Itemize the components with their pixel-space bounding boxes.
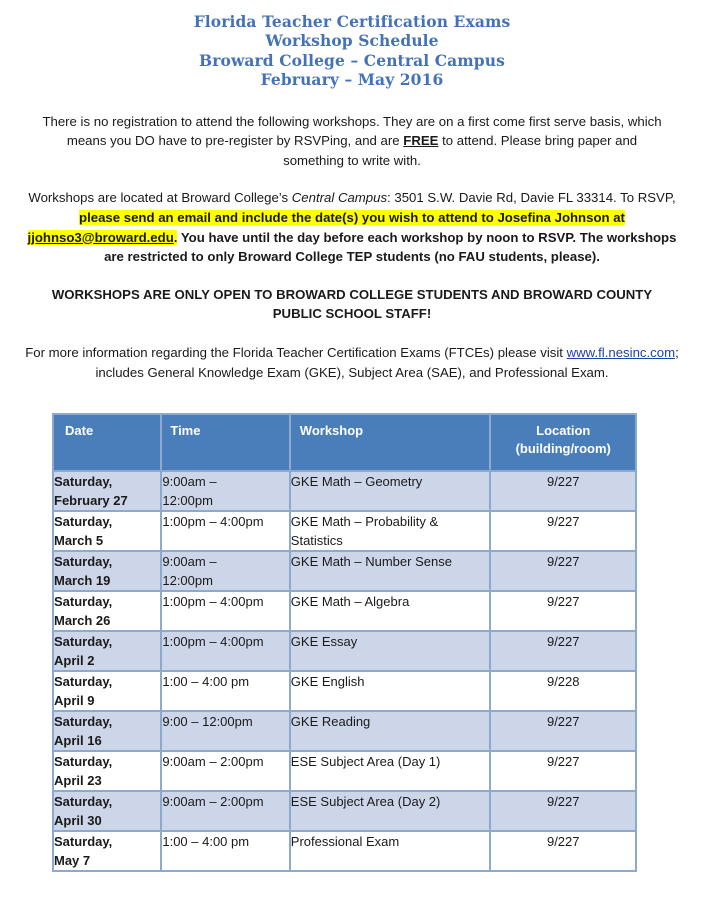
time-line-1: 1:00 – 4:00 pm (162, 674, 250, 690)
column-header-location-line2: (building/room) (515, 441, 611, 457)
date-line-2: April 2 (54, 653, 95, 669)
date-line-1: Saturday, (54, 674, 113, 690)
time-line-1: 1:00pm – 4:00pm (162, 594, 264, 610)
workshop-schedule-table (52, 413, 637, 872)
schedule-table-head (53, 414, 636, 471)
cell-workshop (290, 791, 491, 831)
cell-location: 9/227 (490, 711, 636, 751)
paragraph-registration-text-b: to attend. Please bring paper and something to write with. (283, 133, 638, 168)
time-line-1: 1:00 – 4:00 pm (162, 834, 250, 850)
cell-date (53, 511, 161, 551)
workshop-line-1: Professional Exam (290, 834, 400, 850)
cell-date (53, 791, 161, 831)
paragraph-more-info-text-a: For more information regarding the Florida Teacher Certification Exams (FTCEs) please visit (25, 344, 567, 360)
date-line-1: Saturday, (54, 754, 113, 770)
paragraph-location-rsvp (27, 188, 677, 266)
cell-time (161, 471, 289, 511)
rsvp-highlighted-instruction: please send an email and include the date(s) you wish to attend to Josefina Johnson at (79, 210, 625, 225)
date-line-1: Saturday, (54, 794, 113, 810)
workshop-line-1: GKE English (290, 674, 365, 690)
ftce-website-link[interactable]: www.fl.nesinc.com (566, 344, 676, 360)
workshop-line-1: ESE Subject Area (Day 1) (290, 754, 441, 770)
title-line-2: Workshop Schedule (265, 31, 439, 51)
paragraph-location-text-b: : 3501 S.W. Davie Rd, Davie FL 33314. To RSVP, (387, 190, 676, 206)
date-line-2: March 26 (54, 613, 111, 629)
cell-location: 9/227 (490, 751, 636, 791)
workshop-line-1: GKE Essay (290, 634, 358, 650)
cell-time (161, 831, 289, 871)
cell-date (53, 711, 161, 751)
cell-location: 9/227 (490, 551, 636, 591)
cell-location: 9/227 (490, 831, 636, 871)
workshop-line-1: GKE Math – Algebra (290, 594, 410, 610)
table-header-row (53, 414, 636, 471)
cell-time (161, 711, 289, 751)
workshop-line-1: GKE Math – Number Sense (290, 554, 452, 570)
cell-date (53, 471, 161, 511)
time-line-1: 1:00pm – 4:00pm (162, 634, 264, 650)
cell-workshop (290, 591, 491, 631)
time-line-1: 9:00am – (162, 554, 217, 570)
cell-date (53, 591, 161, 631)
column-header-location-line1: Location (536, 423, 591, 439)
cell-workshop (290, 471, 491, 511)
schedule-table-body (53, 471, 636, 871)
title-line-4: February – May 2016 (260, 70, 444, 90)
cell-time (161, 671, 289, 711)
paragraph-location-text-a: Workshops are located at Broward College’s (28, 190, 292, 206)
time-line-2: 12:00pm (162, 573, 213, 589)
cell-time (161, 631, 289, 671)
date-line-2: April 9 (54, 693, 95, 709)
cell-date (53, 831, 161, 871)
paragraph-registration (36, 112, 668, 171)
date-line-1: Saturday, (54, 634, 113, 650)
cell-time (161, 751, 289, 791)
table-row (53, 551, 636, 591)
document-title-block (0, 0, 704, 90)
workshop-line-1: GKE Math – Probability & (290, 514, 439, 530)
date-line-1: Saturday, (54, 554, 113, 570)
workshop-line-1: GKE Math – Geometry (290, 474, 423, 490)
date-line-2: March 5 (54, 533, 104, 549)
date-line-2: February 27 (54, 493, 128, 509)
table-row (53, 631, 636, 671)
cell-location: 9/227 (490, 791, 636, 831)
date-line-2: March 19 (54, 573, 111, 589)
table-row (53, 711, 636, 751)
paragraph-more-info-text-b: ; includes General Knowledge Exam (GKE), Subject Area (SAE), and Professional Exam. (95, 344, 679, 380)
cell-workshop (290, 751, 491, 791)
date-line-2: April 16 (54, 733, 102, 749)
table-row (53, 831, 636, 871)
table-row (53, 591, 636, 631)
date-line-1: Saturday, (54, 474, 113, 490)
cell-date (53, 671, 161, 711)
table-row (53, 751, 636, 791)
cell-workshop (290, 831, 491, 871)
date-line-1: Saturday, (54, 714, 113, 730)
schedule-table-wrapper (0, 413, 704, 872)
cell-location: 9/228 (490, 671, 636, 711)
date-line-1: Saturday, (54, 834, 113, 850)
central-campus-emphasis: Central Campus (291, 190, 388, 206)
column-header-date: Date (53, 414, 161, 471)
cell-location: 9/227 (490, 631, 636, 671)
cell-date (53, 551, 161, 591)
cell-location: 9/227 (490, 471, 636, 511)
cell-location: 9/227 (490, 591, 636, 631)
cell-time (161, 591, 289, 631)
column-header-location (490, 414, 636, 471)
time-line-2: 12:00pm (162, 493, 213, 509)
table-row (53, 471, 636, 511)
column-header-time: Time (161, 414, 289, 471)
workshop-line-2: Statistics (290, 533, 343, 549)
cell-date (53, 751, 161, 791)
paragraph-more-info (21, 343, 683, 382)
table-row (53, 791, 636, 831)
rsvp-email-link[interactable]: jjohnso3@broward.edu (27, 229, 174, 245)
date-line-2: April 23 (54, 773, 102, 789)
table-row (53, 671, 636, 711)
paragraph-eligibility-notice: WORKSHOPS ARE ONLY OPEN TO BROWARD COLLEGE STUDENTS AND BROWARD COUNTY PUBLIC SCHOOL STAFF! (51, 286, 653, 322)
title-line-3: Broward College – Central Campus (199, 50, 505, 70)
column-header-workshop: Workshop (290, 414, 491, 471)
time-line-1: 9:00 – 12:00pm (162, 714, 253, 730)
free-emphasis: FREE (403, 133, 439, 149)
date-line-2: May 7 (54, 853, 91, 869)
date-line-1: Saturday, (54, 514, 113, 530)
table-row (53, 511, 636, 551)
cell-workshop (290, 511, 491, 551)
time-line-1: 1:00pm – 4:00pm (162, 514, 264, 530)
cell-time (161, 791, 289, 831)
workshop-line-1: ESE Subject Area (Day 2) (290, 794, 441, 810)
rsvp-deadline-text: You have until the day before each workshop by noon to RSVP. The workshops are restricted to only Broward College TEP students (no FAU students, please). (104, 229, 677, 265)
date-line-1: Saturday, (54, 594, 113, 610)
cell-time (161, 551, 289, 591)
cell-workshop (290, 631, 491, 671)
time-line-1: 9:00am – 2:00pm (162, 794, 264, 810)
cell-workshop (290, 671, 491, 711)
rsvp-highlight-tail: . (173, 229, 178, 245)
title-line-1: Florida Teacher Certification Exams (193, 12, 511, 31)
cell-time (161, 511, 289, 551)
time-line-1: 9:00am – (162, 474, 217, 490)
paragraph-registration-text-a: There is no registration to attend the following workshops. They are on a first come first serve basis, which means you DO have to pre-register by RSVPing, and are (42, 113, 662, 149)
date-line-2: April 30 (54, 813, 102, 829)
cell-workshop (290, 711, 491, 751)
cell-location: 9/227 (490, 511, 636, 551)
cell-date (53, 631, 161, 671)
time-line-1: 9:00am – 2:00pm (162, 754, 264, 770)
cell-workshop (290, 551, 491, 591)
workshop-line-1: GKE Reading (290, 714, 371, 730)
